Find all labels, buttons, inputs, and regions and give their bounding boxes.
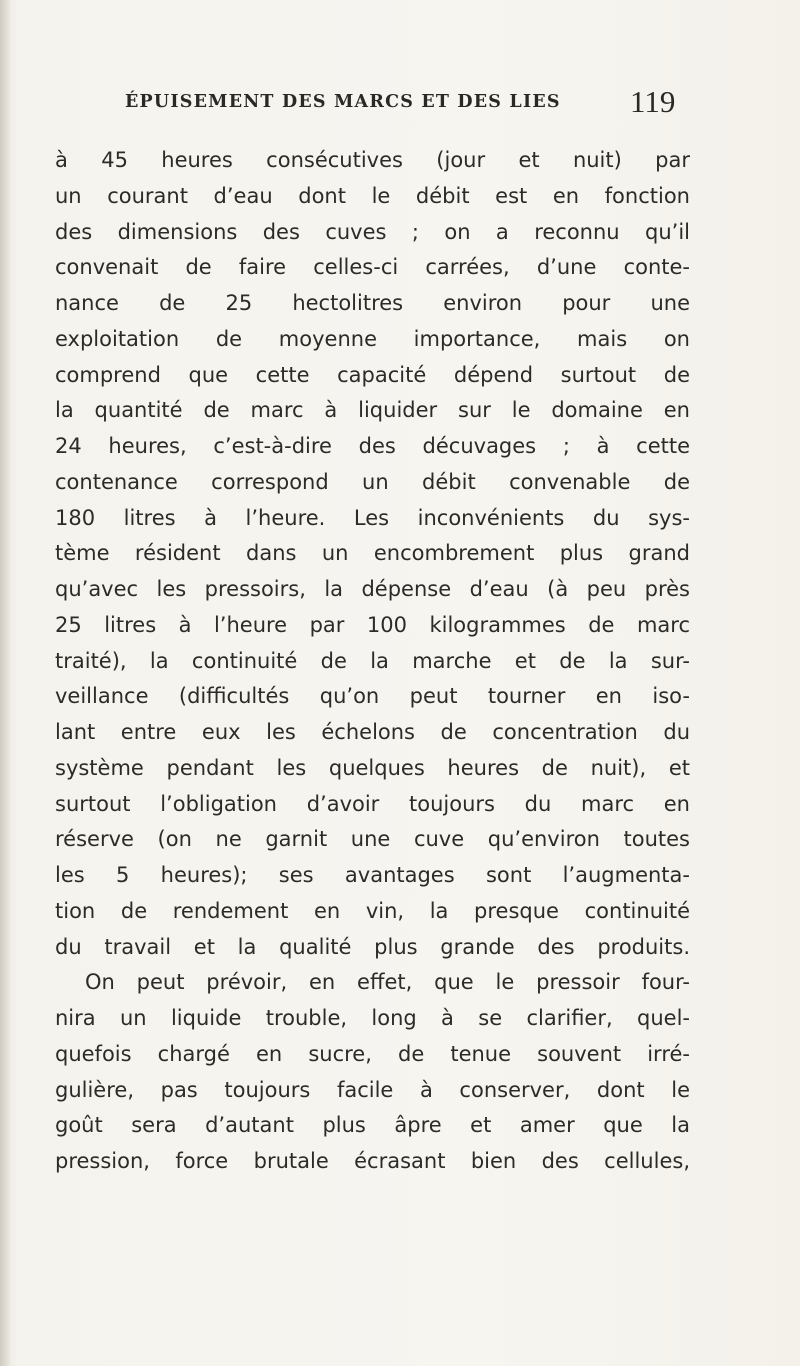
text-line: réserve (on ne garnit une cuve qu’environ toutes: [55, 827, 690, 852]
text-line: système pendant les quelques heures de nuit), et: [55, 755, 690, 780]
text-line: nira un liquide trouble, long à se clarifier, quel-: [55, 1006, 690, 1030]
text-line: traité), la continuité de la marche et de la sur-: [55, 648, 690, 673]
running-head: ÉPUISEMENT DES MARCS ET DES LIES: [125, 92, 561, 112]
text-line: pression, force brutale écrasant bien des cellules,: [55, 1149, 690, 1173]
text-line: les 5 heures); ses avantages sont l’augmenta-: [55, 863, 690, 887]
text-line: du travail et la qualité plus grande des produits.: [55, 934, 690, 959]
text-line: goût sera d’autant plus âpre et amer que la: [55, 1113, 690, 1138]
text-line: des dimensions des cuves ; on a reconnu qu’il: [55, 219, 690, 244]
page-header: [125, 84, 676, 124]
text-line: 180 litres à l’heure. Les inconvénients du sys-: [55, 505, 690, 530]
text-line: contenance correspond un débit convenable de: [55, 469, 690, 494]
text-line: à 45 heures consécutives (jour et nuit) par: [55, 148, 690, 172]
paragraph-start-line: On peut prévoir, en effet, que le pressoir four-: [85, 970, 690, 995]
body-text: [55, 143, 755, 1180]
text-line: qu’avec les pressoirs, la dépense d’eau (à peu près: [55, 577, 690, 601]
text-line: veillance (difficultés qu’on peut tourner en iso-: [55, 684, 690, 709]
text-line: exploitation de moyenne importance, mais on: [55, 326, 690, 351]
page-number: 119: [630, 84, 676, 119]
text-line: tème résident dans un encombrement plus grand: [55, 541, 690, 566]
text-line: surtout l’obligation d’avoir toujours du marc en: [55, 791, 690, 816]
text-line: nance de 25 hectolitres environ pour une: [55, 291, 690, 315]
text-line: 25 litres à l’heure par 100 kilogrammes de marc: [55, 612, 690, 637]
text-line: tion de rendement en vin, la presque continuité: [55, 898, 690, 923]
text-line: convenait de faire celles-ci carrées, d’une conte-: [55, 255, 690, 280]
text-line: 24 heures, c’est-à-dire des décuvages ; à cette: [55, 434, 690, 458]
text-line: la quantité de marc à liquider sur le domaine en: [55, 398, 690, 423]
page-binding-edge: [0, 0, 10, 1366]
text-line: quefois chargé en sucre, de tenue souvent irré-: [55, 1041, 690, 1066]
text-line: un courant d’eau dont le débit est en fonction: [55, 183, 690, 208]
text-line: gulière, pas toujours facile à conserver, dont le: [55, 1077, 690, 1102]
text-line: lant entre eux les échelons de concentration du: [55, 720, 690, 744]
text-line: comprend que cette capacité dépend surtout de: [55, 362, 690, 387]
